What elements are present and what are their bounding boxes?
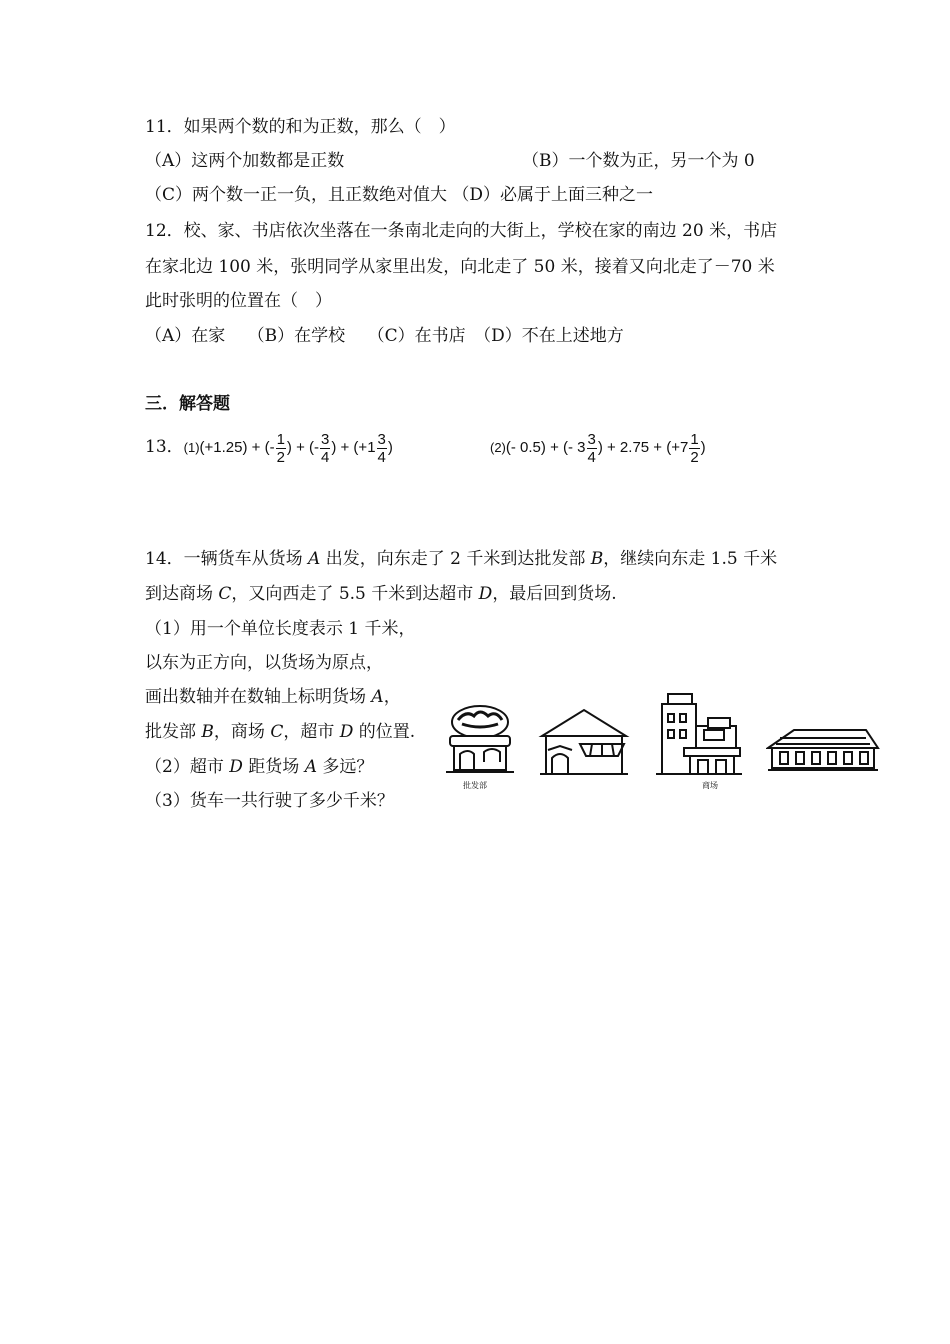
q11-option-a: （A）这两个加数都是正数 bbox=[145, 151, 345, 171]
shop-house-icon bbox=[538, 706, 630, 778]
q14-sub2: （2）超市 D 距货场 A 多远？ bbox=[145, 757, 374, 777]
q13-line bbox=[145, 430, 393, 466]
q11-options-c-d: （C）两个数一正一负，且正数绝对值大 （D）必属于上面三种之一 bbox=[145, 185, 654, 205]
q14-line-1: 14．一辆货车从货场 A 出发，向东走了 2 千米到达批发部 B，继续向东走 1.5 千米 bbox=[145, 549, 778, 569]
mall-building-icon bbox=[654, 692, 744, 778]
caption-mall: 商场 bbox=[702, 781, 718, 790]
q13-part2: (2)(- 0.5) + (- 3 $\frac{3}{4}$ ) + 2.75 + (+7 $\frac{1}{2}$ ) bbox=[490, 430, 706, 466]
q13-number: 13． bbox=[145, 437, 184, 457]
section-3-title: 三．解答题 bbox=[145, 394, 230, 414]
q14-sub1-line-1: （1）用一个单位长度表示 1 千米， bbox=[145, 619, 416, 639]
wholesale-building-icon bbox=[440, 700, 520, 780]
q14-sub1-line-2: 以东为正方向，以货场为原点， bbox=[145, 653, 383, 673]
q14-sub1-line-3: 画出数轴并在数轴上标明货场 A， bbox=[145, 687, 401, 707]
q14-sub3: （3）货车一共行驶了多少千米？ bbox=[145, 791, 394, 811]
q12-line-1: 12．校、家、书店依次坐落在一条南北走向的大街上，学校在家的南边 20 米，书店 bbox=[145, 221, 778, 241]
q14-sub1-line-4: 批发部 B，商场 C，超市 D 的位置. bbox=[145, 722, 416, 742]
q13-part1: (1)(+1.25) + (- $\frac{1}{2}$ ) + (- $\frac{3}{4}$ ) + (+1 $\frac{3}{4}$ ) bbox=[183, 430, 393, 466]
caption-wholesale: 批发部 bbox=[463, 781, 487, 790]
q11-stem: 11．如果两个数的和为正数，那么（ ） bbox=[145, 117, 456, 137]
q11-option-b: （B）一个数为正，另一个为 0 bbox=[522, 151, 755, 171]
warehouse-icon bbox=[766, 726, 880, 776]
q12-line-3: 此时张明的位置在（ ） bbox=[145, 291, 332, 311]
q14-line-2: 到达商场 C，又向西走了 5.5 千米到达超市 D，最后回到货场. bbox=[145, 584, 617, 604]
q12-line-2: 在家北边 100 米，张明同学从家里出发，向北走了 50 米，接着又向北走了－70 米 bbox=[145, 257, 775, 277]
q12-options: （A）在家 （B）在学校 （C）在书店 （D）不在上述地方 bbox=[145, 326, 624, 346]
